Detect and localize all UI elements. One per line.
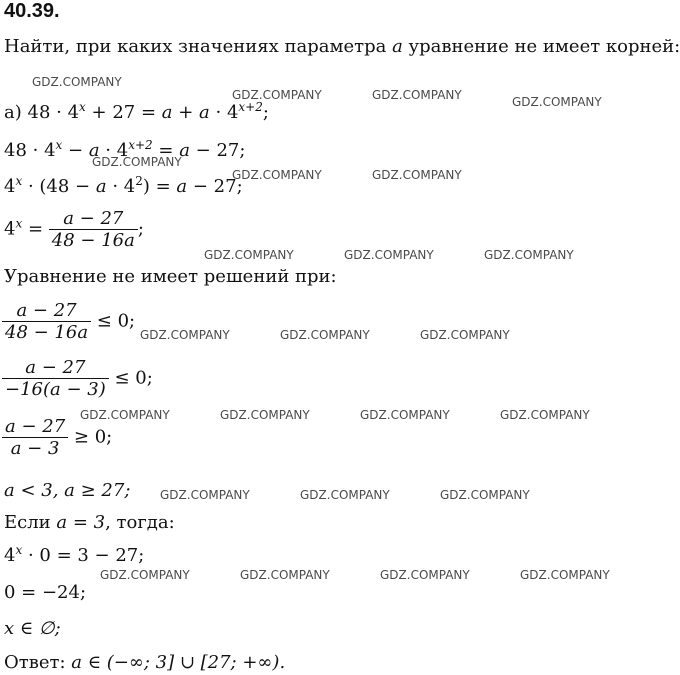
watermark: GDZ.COMPANY bbox=[232, 88, 322, 102]
ineq2-numerator: a − 27 bbox=[25, 357, 86, 378]
eq1-mid: + 27 = bbox=[85, 102, 162, 123]
eq2-exp1: x bbox=[55, 138, 63, 152]
watermark: GDZ.COMPANY bbox=[32, 75, 122, 89]
eq1-rhs-c: a bbox=[199, 102, 210, 123]
watermark: GDZ.COMPANY bbox=[204, 248, 294, 262]
task-end: уравнение не имеет корней: bbox=[408, 36, 680, 57]
eq3-exp: x bbox=[15, 174, 23, 188]
watermark: GDZ.COMPANY bbox=[380, 568, 470, 582]
case-line-2: 0 = −24; bbox=[4, 582, 87, 603]
task-text: Найти, при каких значениях параметра bbox=[4, 36, 387, 57]
eq1-rhs-d: · 4 bbox=[209, 102, 239, 123]
eq3-d: · 4 bbox=[106, 176, 136, 197]
watermark: GDZ.COMPANY bbox=[92, 155, 182, 169]
watermark: GDZ.COMPANY bbox=[160, 488, 250, 502]
eq4-numerator: a − 27 bbox=[63, 208, 124, 229]
eq4-eq: = bbox=[22, 218, 49, 240]
watermark: GDZ.COMPANY bbox=[520, 568, 610, 582]
eq4-exp: x bbox=[15, 216, 23, 231]
ineq1-rel: ≤ 0; bbox=[91, 310, 136, 332]
eq1-exp: x bbox=[79, 100, 86, 114]
eq3-exp2: 2 bbox=[135, 174, 143, 188]
watermark: GDZ.COMPANY bbox=[344, 248, 434, 262]
case1-base: 4 bbox=[4, 545, 16, 566]
eq2-b: − bbox=[62, 140, 89, 161]
inequality-1 bbox=[2, 300, 135, 343]
watermark: GDZ.COMPANY bbox=[300, 488, 390, 502]
answer-value: a ∈ (−∞; 3] ∪ [27; +∞). bbox=[71, 652, 286, 673]
ineq1-denominator: 48 − 16a bbox=[2, 321, 91, 343]
eq2-e: = bbox=[152, 140, 180, 161]
eq2-f: a bbox=[179, 140, 190, 161]
task-statement bbox=[4, 36, 680, 57]
watermark: GDZ.COMPANY bbox=[372, 88, 462, 102]
inequality-3 bbox=[2, 416, 112, 459]
eq1-end: ; bbox=[262, 102, 269, 123]
watermark: GDZ.COMPANY bbox=[80, 408, 170, 422]
equation-1 bbox=[4, 102, 269, 123]
case-line-3 bbox=[4, 618, 61, 639]
case-line-1 bbox=[4, 545, 144, 566]
eq3-e: ) = bbox=[142, 176, 177, 197]
if-text: Если bbox=[4, 512, 57, 533]
ineq3-rel: ≥ 0; bbox=[68, 426, 113, 448]
watermark: GDZ.COMPANY bbox=[484, 248, 574, 262]
answer bbox=[4, 652, 285, 673]
equation-4 bbox=[4, 208, 144, 251]
eq3-c: a bbox=[95, 176, 107, 197]
case3-text: x ∈ ∅; bbox=[4, 618, 61, 639]
eq3-a: 4 bbox=[4, 176, 16, 197]
eq2-a: 48 · 4 bbox=[4, 140, 56, 161]
solution-line bbox=[4, 480, 130, 501]
equation-3 bbox=[4, 176, 243, 197]
watermark: GDZ.COMPANY bbox=[440, 488, 530, 502]
ineq2-denominator: −16(a − 3) bbox=[2, 378, 109, 400]
watermark: GDZ.COMPANY bbox=[512, 95, 602, 109]
ineq3-fraction bbox=[2, 416, 68, 459]
eq1-rhs-exp: x+2 bbox=[238, 100, 263, 114]
watermark: GDZ.COMPANY bbox=[140, 328, 230, 342]
inequality-2 bbox=[2, 357, 153, 400]
if-case bbox=[4, 512, 175, 533]
watermark: GDZ.COMPANY bbox=[500, 408, 590, 422]
ineq1-fraction bbox=[2, 300, 91, 343]
eq4-base: 4 bbox=[4, 218, 16, 240]
eq2-exp2: x+2 bbox=[128, 138, 153, 152]
ineq2-rel: ≤ 0; bbox=[108, 367, 153, 389]
eq1-lhs: 48 · 4 bbox=[27, 102, 80, 123]
eq1-rhs-a: a bbox=[161, 102, 173, 123]
eq3-f: a bbox=[176, 176, 188, 197]
no-solutions-text: Уравнение не имеет решений при: bbox=[4, 266, 337, 287]
answer-label: Ответ: bbox=[4, 652, 72, 673]
eq3-g: − 27; bbox=[187, 176, 243, 197]
task-param: a bbox=[392, 36, 403, 57]
eq2-c: a bbox=[88, 140, 100, 161]
eq3-b: · (48 − bbox=[22, 176, 96, 197]
watermark: GDZ.COMPANY bbox=[232, 168, 322, 182]
eq4-end: ; bbox=[137, 218, 144, 240]
eq2-g: − 27; bbox=[189, 140, 246, 161]
problem-number: 40.39. bbox=[4, 0, 60, 22]
part-label: а) bbox=[4, 102, 22, 123]
solution-text: a < 3, a ≥ 27; bbox=[4, 480, 131, 501]
watermark: GDZ.COMPANY bbox=[420, 328, 510, 342]
if-condition: a = 3 bbox=[56, 512, 106, 533]
if-then: , тогда: bbox=[105, 512, 175, 533]
ineq3-numerator: a − 27 bbox=[5, 416, 66, 437]
eq1-rhs-b: + bbox=[172, 102, 200, 123]
watermark: GDZ.COMPANY bbox=[372, 168, 462, 182]
watermark: GDZ.COMPANY bbox=[100, 568, 190, 582]
ineq1-numerator: a − 27 bbox=[16, 300, 77, 321]
eq4-denominator: 48 − 16a bbox=[49, 229, 138, 251]
ineq2-fraction bbox=[2, 357, 109, 400]
watermark: GDZ.COMPANY bbox=[280, 328, 370, 342]
case1-rest: · 0 = 3 − 27; bbox=[22, 545, 145, 566]
eq2-d: · 4 bbox=[99, 140, 129, 161]
watermark: GDZ.COMPANY bbox=[360, 408, 450, 422]
watermark: GDZ.COMPANY bbox=[220, 408, 310, 422]
eq4-fraction bbox=[49, 208, 138, 251]
watermark: GDZ.COMPANY bbox=[240, 568, 330, 582]
case1-exp: x bbox=[15, 543, 23, 557]
ineq3-denominator: a − 3 bbox=[2, 437, 68, 459]
